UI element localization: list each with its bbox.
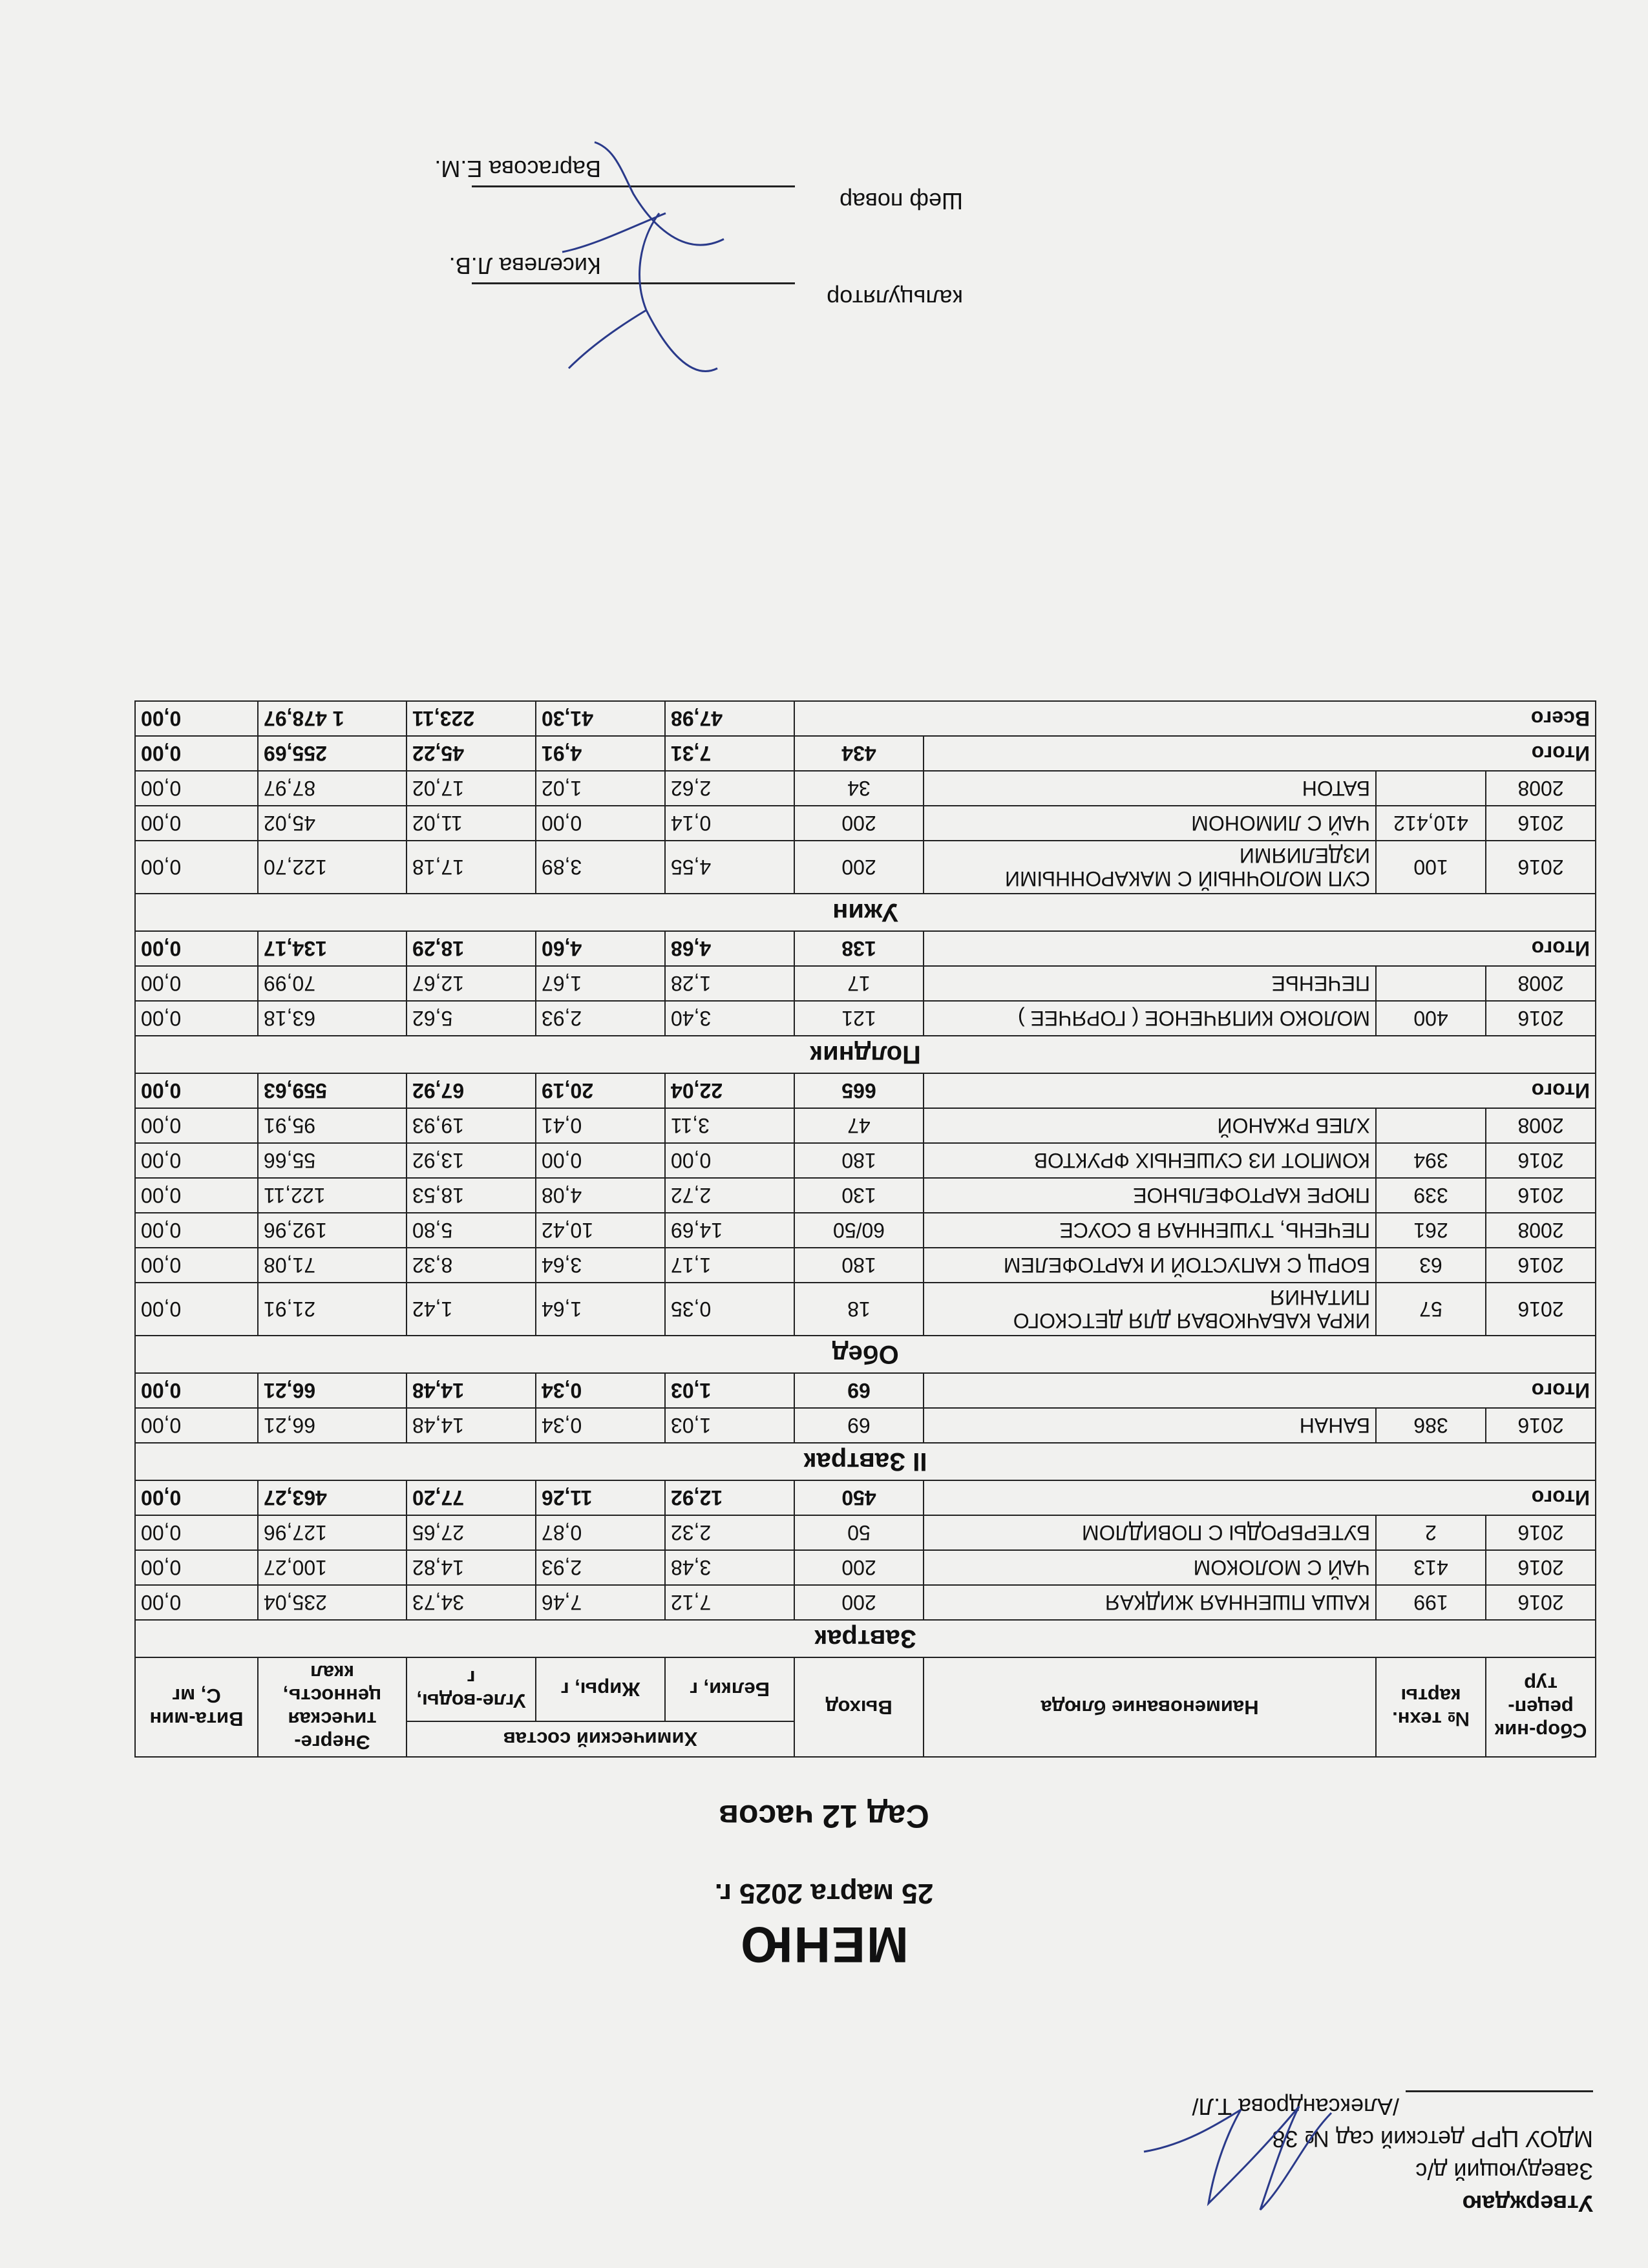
table-row: 2016 199 КАША ПШЕННАЯ ЖИДКАЯ 200 7,12 7,46 34,73 235,04 0,00 (135, 1585, 1596, 1620)
table-row: 2008 БАТОН 34 2,62 1,02 17,02 87,97 0,00 (135, 771, 1596, 806)
col-chem-group-header: Химический состав (407, 1721, 794, 1757)
approval-label: Утверждаю (1462, 2190, 1593, 2217)
table-row: 2008 ПЕЧЕНЬЕ 17 1,28 1,67 12,67 70,99 0,00 (135, 966, 1596, 1001)
table-row: 2016 2 БУТЕРБРОДЫ С ПОВИДЛОМ 50 2,32 0,87 27,65 127,96 0,00 (135, 1515, 1596, 1550)
table-row: 2008 261 ПЕЧЕНЬ, ТУШЕННАЯ В СОУСЕ 60/50 14,69 10,42 5,80 192,96 0,00 (135, 1213, 1596, 1248)
approval-signature-line (1406, 2090, 1593, 2092)
menu-title: МЕНЮ (739, 1916, 909, 1973)
table-row: 2016 400 МОЛОКО КИПЯЧЕНОЕ ( ГОРЯЧЕЕ ) 121 3,40 2,93 5,62 63,18 0,00 (135, 1001, 1596, 1036)
signature-role: Шеф повар (840, 188, 963, 215)
col-card-header: № техн. карты (1376, 1657, 1486, 1757)
menu-subtitle: Сад 12 часов (719, 1798, 929, 1834)
table-row: 2016 63 БОРЩ С КАПУСТОЙ И КАРТОФЕЛЕМ 180 1,17 3,64 8,32 71,08 0,00 (135, 1248, 1596, 1283)
total-row: Итого 138 4,68 4,60 18,29 134,17 0,00 (135, 931, 1596, 966)
col-energy-header: Энерге-тическая ценность, ккал (258, 1657, 407, 1757)
table-row: 2016 386 БАНАН 69 1,03 0,34 14,48 66,21 0,00 (135, 1408, 1596, 1443)
approval-organization: МДОУ ЦРР детский сад № 38 (1272, 2126, 1593, 2152)
signature-role: кальцулятор (827, 285, 963, 311)
col-collection-header: Сбор-ник рецеп-тур (1486, 1657, 1596, 1757)
approval-handwritten-signature (1131, 2094, 1344, 2223)
col-protein-header: Белки, г (665, 1657, 794, 1721)
menu-date: 25 марта 2025 г. (714, 1878, 934, 1909)
total-row: Итого 69 1,03 0,34 14,48 66,21 0,00 (135, 1373, 1596, 1408)
section-header: Завтрак (135, 1620, 1596, 1657)
col-name-header: Наименование блюда (924, 1657, 1376, 1757)
table-row: 2016 339 ПЮРЕ КАРТОФЕЛЬНОЕ 130 2,72 4,08 18,53 122,11 0,00 (135, 1178, 1596, 1213)
approval-name: /Александрова Т.Л/ (1192, 2094, 1399, 2120)
signature-name: Варгасова Е.М. (434, 156, 601, 182)
col-vitamin-header: Вита-мин С, мг (135, 1657, 258, 1757)
col-carb-header: Угле-воды, г (407, 1657, 536, 1721)
total-row: Итого 665 22,04 20,19 67,92 559,63 0,00 (135, 1073, 1596, 1108)
section-header: Ужин (135, 894, 1596, 931)
table-row: 2016 100 СУП МОЛОЧНЫЙ С МАКАРОННЫМИ ИЗДЕЛИЯМИ 200 4,55 3,89 17,18 122,70 0,00 (135, 841, 1596, 894)
grand-total-row: Всего 47,98 41,30 223,11 1 478,97 0,00 (135, 701, 1596, 736)
table-row: 2016 410,412 ЧАЙ С ЛИМОНОМ 200 0,14 0,00 11,02 45,02 0,00 (135, 806, 1596, 841)
table-row: 2016 394 КОМПОТ ИЗ СУШЕНЫХ ФРУКТОВ 180 0,00 0,00 13,92 55,66 0,00 (135, 1143, 1596, 1178)
col-yield-header: Выход (794, 1657, 924, 1757)
section-header: Обед (135, 1336, 1596, 1373)
col-fat-header: Жиры, г (536, 1657, 665, 1721)
approval-position: Заведующий д/с (1415, 2158, 1593, 2185)
table-row: 2016 57 ИКРА КАБАЧКОВАЯ ДЛЯ ДЕТСКОГО ПИТАНИЯ 18 0,35 1,64 1,42 21,91 0,00 (135, 1283, 1596, 1336)
section-header: II Завтрак (135, 1443, 1596, 1480)
table-row: 2008 ХЛЕБ РЖАНОЙ 47 3,11 0,41 19,93 95,91 0,00 (135, 1108, 1596, 1143)
menu-table (134, 700, 1596, 1758)
section-header: Полдник (135, 1036, 1596, 1073)
staff-handwritten-signatures (549, 136, 743, 407)
signature-name: Киселева Л.В. (449, 253, 601, 279)
total-row: Итого 434 7,31 4,91 45,22 255,69 0,00 (135, 736, 1596, 771)
table-row: 2016 413 ЧАЙ С МОЛОКОМ 200 3,48 2,93 14,82 100,27 0,00 (135, 1550, 1596, 1585)
total-row: Итого 450 12,92 11,26 77,20 463,27 0,00 (135, 1480, 1596, 1515)
